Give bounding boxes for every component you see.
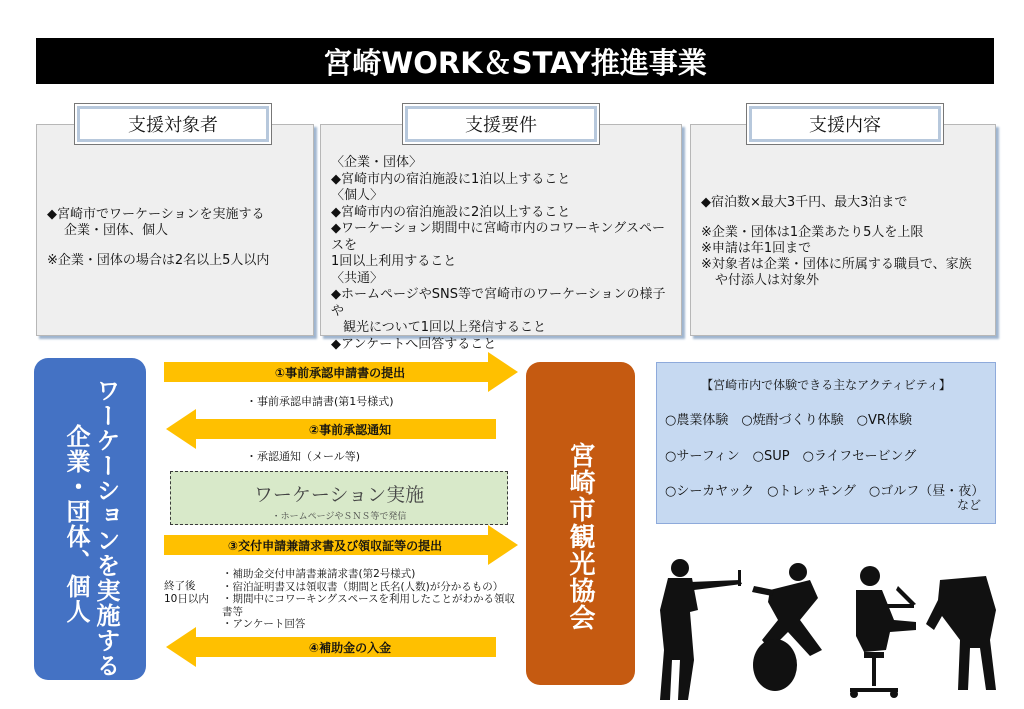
step-3-notes [222,568,522,631]
golfer-silhouette [660,559,742,700]
req-line-10: ◆アンケートへ回答すること [331,336,497,352]
deadline-line-2: 10日以内 [164,593,209,605]
step-2-label: ②事前承認通知 [308,423,392,437]
deadline-line-1: 終了後 [164,580,196,592]
req-line-4: ◆宮崎市内の宿泊施設に2泊以上すること [331,204,571,220]
step-3-note-4: ・アンケート回答 [222,618,306,630]
target-line-2: 企業・団体、個人 [64,223,169,238]
step-1-label: ①事前承認申請書の提出 [274,366,406,380]
step-3-note-3: ・期間中にコワーキングスペースを利用したことがわかる領収書等 [222,593,516,618]
content-tab: 支援内容 [746,103,944,145]
activities-box [656,362,996,524]
activities-row-2: ○サーフィン ○SUP ○ライフセービング [665,449,917,464]
step-3-note-1: ・補助金交付申請書兼請求書(第2号様式) [222,568,416,580]
content-line-4: ※対象者は企業・団体に所属する職員で、家族 [701,257,972,272]
req-line-8: ◆ホームページやSNS等で宮崎市のワーケーションの様子や [331,287,666,319]
target-line-3: ※企業・団体の場合は2名以上5人以内 [47,253,270,268]
req-line-2: ◆宮崎市内の宿泊施設に1泊以上すること [331,171,571,187]
surfer-silhouette [752,563,822,691]
workation-box [170,471,508,525]
content-line-2: ※企業・団体は1企業あたり5人を上限 [701,225,924,240]
workation-sub: ・ホームページやＳＮＳ等で発信 [271,512,407,522]
step-2-note: ・承認通知（メール等) [246,450,361,463]
activities-row-1: ○農業体験 ○焼酎づくり体験 ○VR体験 [665,413,912,428]
req-line-5: ◆ワーケーション期間中に宮崎市内のコワーキングスペースを [331,221,665,253]
activities-row-3: ○シーカヤック ○トレッキング ○ゴルフ（昼・夜） [665,484,985,499]
workation-title: ワーケーション実施 [253,484,425,506]
activities-suffix: など [957,498,982,512]
target-line-1: ◆宮崎市でワーケーションを実施する [47,207,265,222]
applicant-line-2: 企業・団体、個人 [62,424,90,624]
req-line-3: 〈個人〉 [331,188,384,203]
step-1-note: ・事前承認申請書(第1号様式) [246,395,394,408]
requirements-tab: 支援要件 [402,103,600,145]
step-3-label: ③交付申請兼請求書及び領収証等の提出 [227,539,443,553]
req-line-7: 〈共通〉 [331,270,384,286]
content-line-1: ◆宿泊数×最大3千円、最大3泊まで [701,195,908,210]
content-line-3: ※申請は年1回まで [701,241,812,256]
target-tab: 支援対象者 [74,103,272,145]
bending-person-silhouette [926,576,996,690]
step-3-note-2: ・宿泊証明書又は領収書（期間と氏名(人数)が分かるもの） [222,580,504,593]
req-line-6: 1回以上利用すること [331,254,457,269]
content-line-5: や付添人は対象外 [715,273,820,288]
req-line-1: 〈企業・団体〉 [331,155,423,170]
activity-silhouettes [650,540,1000,705]
req-line-9: 観光について1回以上発信すること [343,320,547,335]
page-title: 宮崎WORK＆STAY推進事業 [36,38,994,84]
activities-title: 【宮崎市内で体験できる主なアクティビティ】 [701,378,951,392]
applicant-line-1: ワーケーションを実施する [92,378,120,678]
laptop-worker-silhouette [850,566,916,698]
tourism-association-label: 宮崎市観光協会 [565,442,595,631]
step-4-label: ④補助金の入金 [308,641,392,655]
